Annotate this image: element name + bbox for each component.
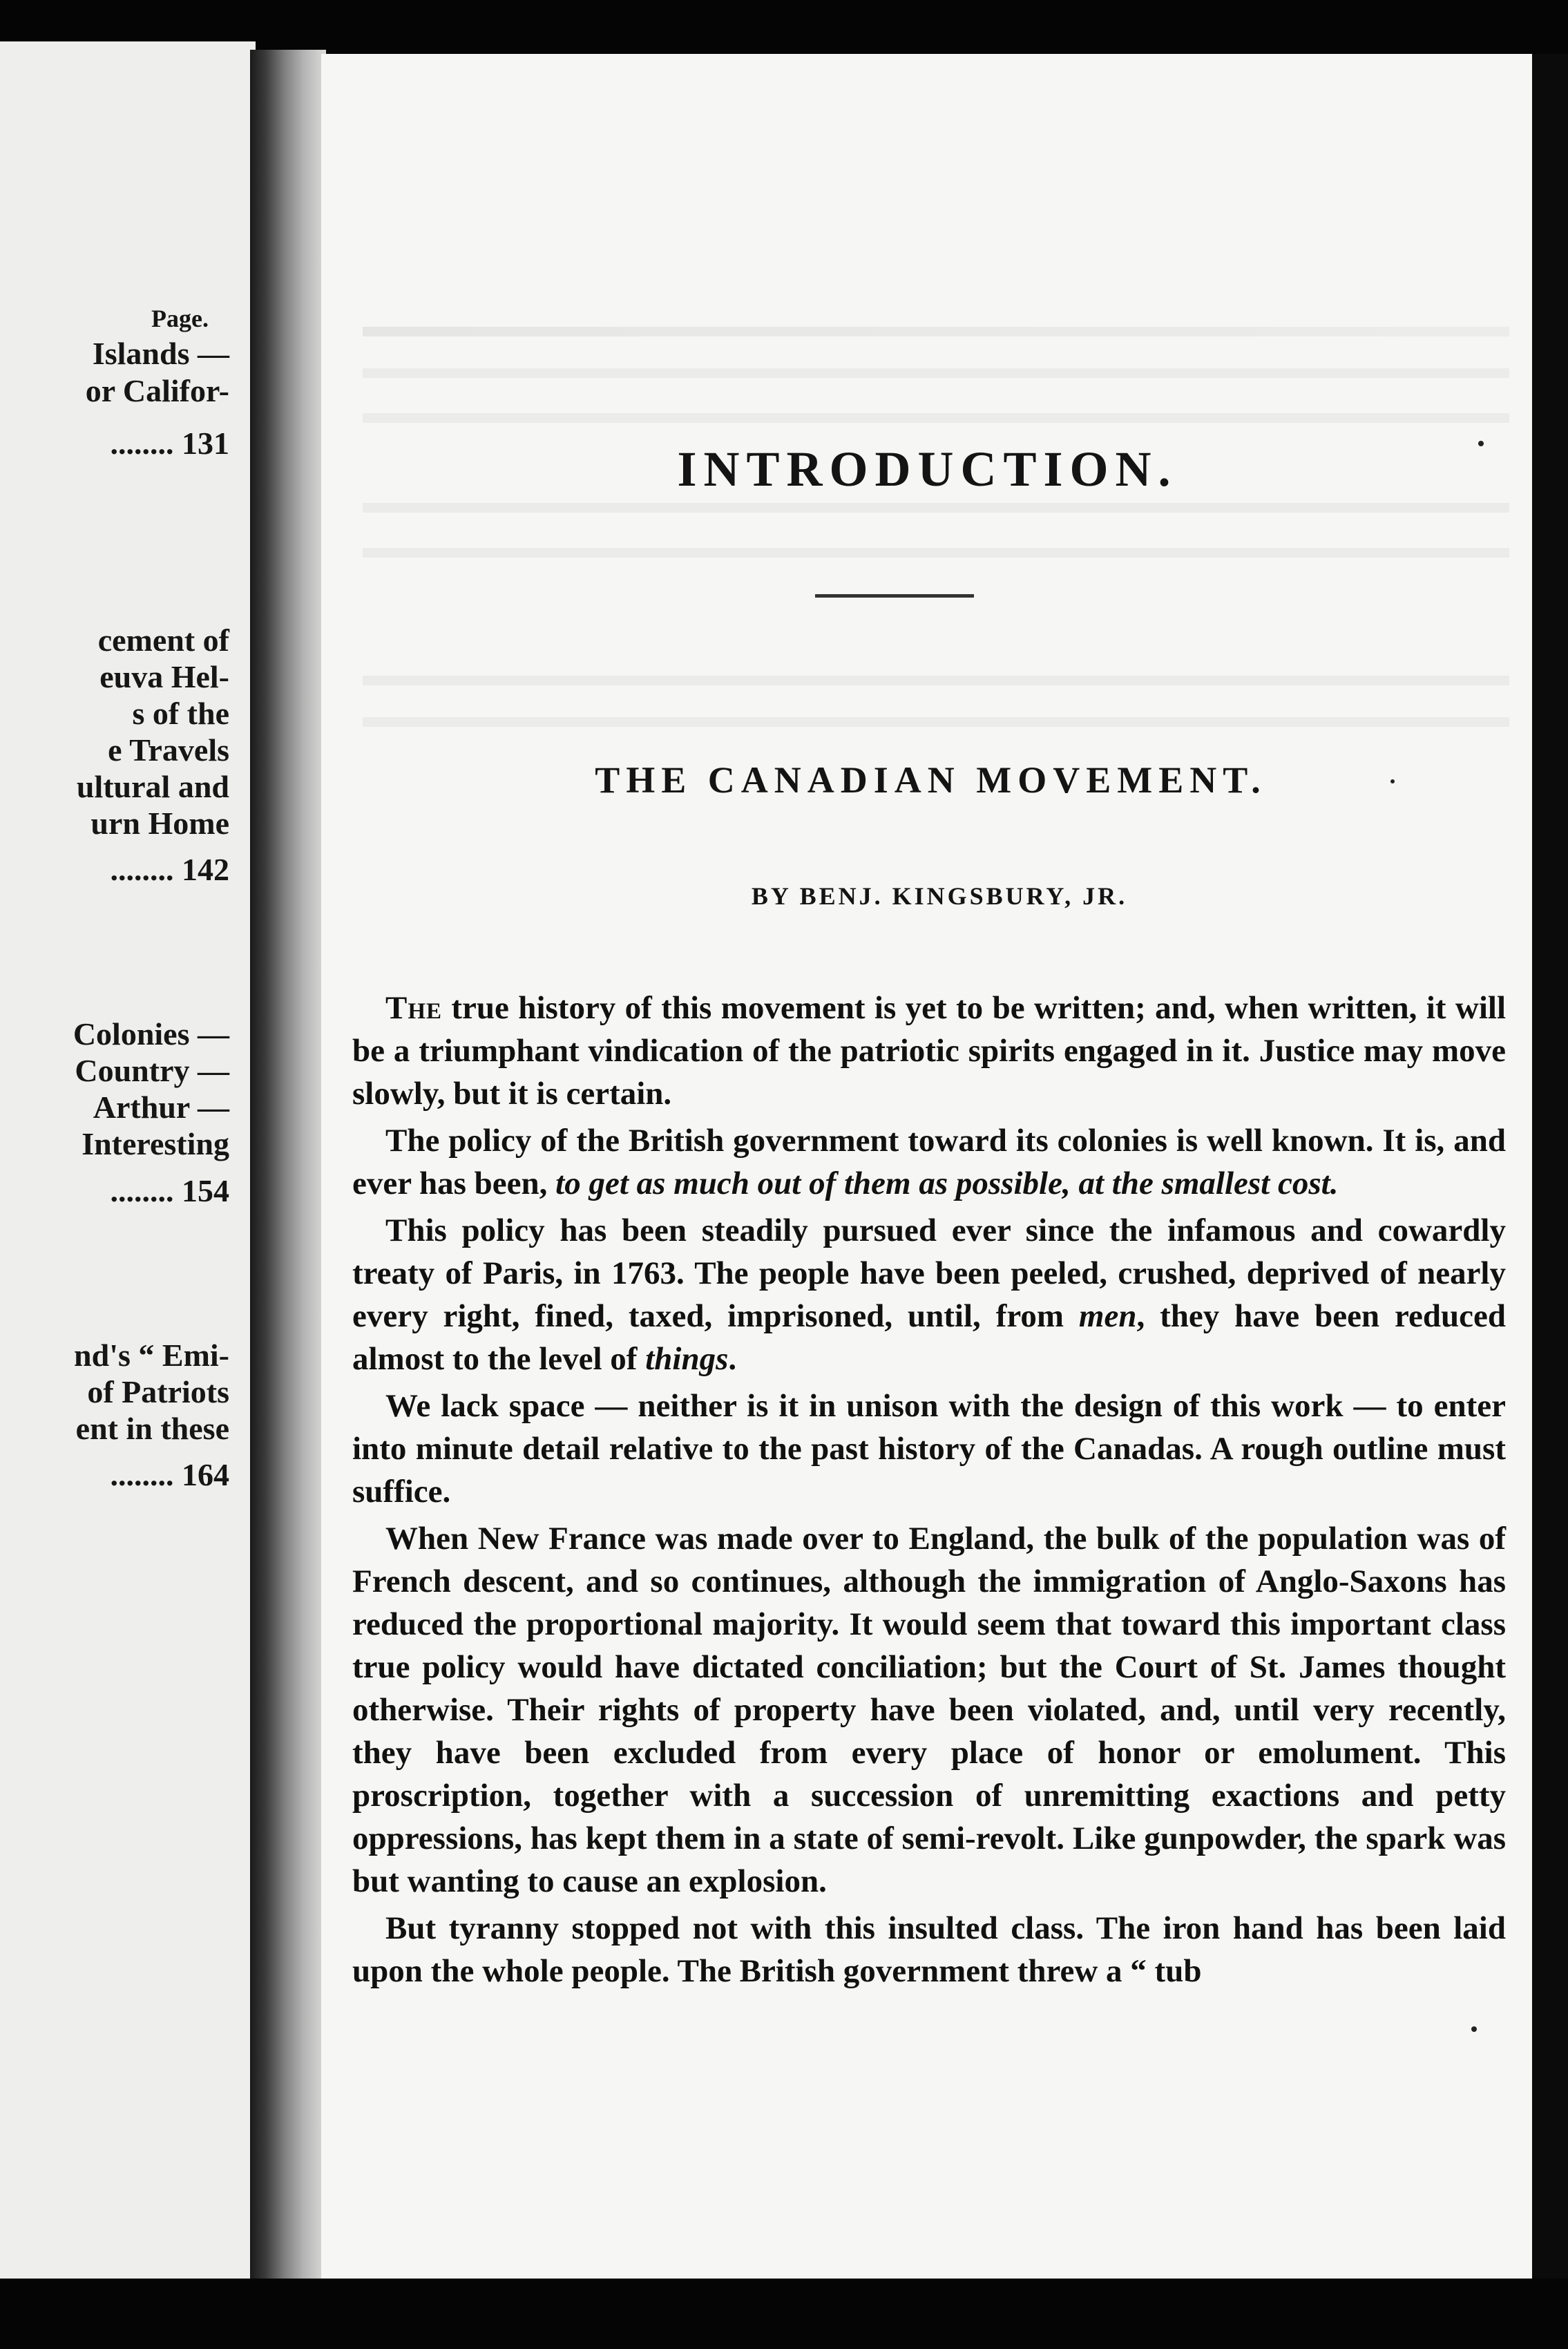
toc-line: Interesting [82, 1126, 229, 1161]
paragraph [352, 1119, 1506, 1205]
paragraph-text: When New France was made over to England, the bulk of the population was of French descent, and so continues, although the immigration of Anglo-Saxons has reduced the proportional majority. It would seem that toward this important class true policy would have dictated conciliation; but the Court of St. James thought otherwise. Their rights of property have been violated, and, until very recently, they have been excluded from every place of honor or emolument. This proscription, together with a succession of unremitting exactions and petty oppressions, has kept them in a state of semi-revolt. Like gunpowder, the spark was but wanting to cause an explosion. [352, 1521, 1506, 1899]
paragraph [352, 1209, 1506, 1380]
toc-line: urn Home [90, 806, 229, 841]
toc-line: of Patriots [87, 1374, 229, 1409]
paragraph [352, 987, 1506, 1115]
toc-line: ultural and [76, 769, 229, 804]
paragraph-text: . [728, 1341, 737, 1377]
show-through-texture [363, 717, 1509, 727]
paragraph [352, 1385, 1506, 1513]
ink-speck [1390, 779, 1395, 783]
book-spine-gutter [250, 50, 326, 2281]
ink-speck [1471, 2026, 1477, 2032]
page-title: INTRODUCTION. [677, 441, 1178, 497]
paragraph-text: But tyranny stopped not with this insulted class. The iron hand has been laid upon the whole people. The British government threw a “ tub [352, 1910, 1506, 1989]
toc-page-number: ........ 142 [110, 852, 229, 887]
scan-border-right [1532, 54, 1568, 2279]
toc-line: euva Hel- [99, 659, 229, 694]
show-through-texture [363, 503, 1509, 513]
toc-line: Colonies — [73, 1016, 229, 1052]
paragraph-text: We lack space — neither is it in unison with the design of this work — to enter into minute detail relative to the past history of the Canadas. A rough outline must suffice. [352, 1388, 1506, 1510]
toc-line: or Califor- [85, 373, 229, 408]
toc-line: nd's “ Emi- [74, 1338, 229, 1373]
author-byline: BY BENJ. KINGSBURY, JR. [751, 882, 1128, 910]
toc-page-number: ........ 131 [110, 426, 229, 461]
right-page [321, 54, 1533, 2279]
paragraph-text: The policy of the British government toward its colonies is well known. It is, and ever has been, [352, 1123, 1506, 1201]
toc-line: ent in these [75, 1411, 229, 1446]
left-page-toc [0, 41, 256, 2280]
paragraph-text: , they have been reduced almost to the level of [352, 1298, 1506, 1377]
emphasized-text: to get as much out of them as possible, at the smallest cost. [555, 1166, 1339, 1201]
body-text [352, 987, 1506, 1993]
emphasized-text: men [1078, 1298, 1137, 1334]
toc-line: cement of [97, 622, 229, 658]
toc-line: Islands — [92, 336, 229, 371]
lead-word: The [385, 990, 443, 1026]
toc-page-number: ........ 164 [110, 1457, 229, 1492]
paragraph-text: This policy has been steadily pursued ever since the infamous and cowardly treaty of Paris, in 1763. The people have been peeled, crushed, deprived of nearly every right, fined, taxed, imprisoned, until, from [352, 1212, 1506, 1334]
show-through-texture [363, 548, 1509, 558]
ink-speck [1478, 441, 1484, 446]
toc-line: e Travels [108, 732, 229, 768]
show-through-texture [363, 413, 1509, 423]
emphasized-text: things [645, 1341, 729, 1377]
toc-page-heading: Page. [151, 305, 209, 332]
toc-line: s of the [132, 696, 229, 731]
show-through-texture [363, 327, 1509, 336]
scan-border-bottom [0, 2279, 1568, 2349]
toc-line: Country — [75, 1053, 229, 1088]
title-rule [815, 594, 974, 598]
toc-page-number: ........ 154 [110, 1173, 229, 1208]
chapter-heading: THE CANADIAN MOVEMENT. [595, 759, 1267, 801]
paragraph [352, 1517, 1506, 1903]
show-through-texture [363, 676, 1509, 685]
show-through-texture [363, 368, 1509, 378]
paragraph-text: true history of this movement is yet to be written; and, when written, it will be a triumphant vindication of the patriotic spirits engaged in it. Justice may move slowly, but it is certain. [352, 990, 1506, 1112]
paragraph [352, 1907, 1506, 1993]
toc-line: Arthur — [93, 1090, 229, 1125]
